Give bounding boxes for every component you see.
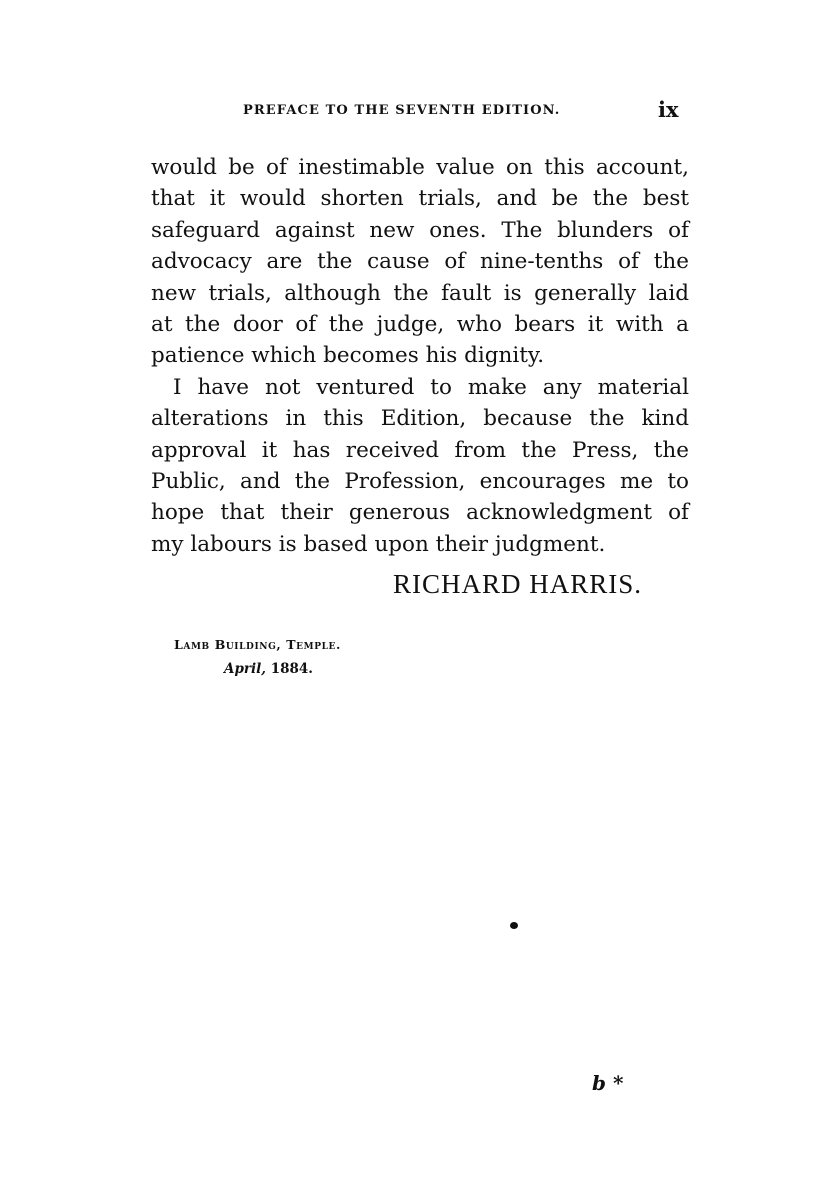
text-line: new trials, although the fault is generally laid [151, 280, 689, 306]
author-signature: RICHARD HARRIS. [393, 569, 643, 599]
date-year: 1884. [270, 661, 313, 677]
printer-signature-mark [592, 1071, 623, 1095]
ink-spot [510, 922, 518, 929]
date-month: April, [224, 661, 266, 677]
text-line: alterations in this Edition, because the kind [151, 406, 689, 432]
text-line: approval it has received from the Press, the [151, 437, 689, 463]
text-line: advocacy are the cause of nine-tenths of the [151, 249, 689, 275]
text-line: would be of inestimable value on this account, [151, 155, 689, 180]
text-line: that it would shorten trials, and be the best [151, 186, 689, 212]
author-address: Lamb Building, Temple. [174, 637, 341, 652]
text-line: safeguard against new ones. The blunders of [151, 217, 689, 243]
text-line: my labours is based upon their judgment. [151, 531, 606, 557]
preface-date [224, 661, 313, 677]
page-number: ix [658, 97, 679, 122]
running-head: PREFACE TO THE SEVENTH EDITION. [243, 103, 561, 118]
text-line: at the door of the judge, who bears it with a [151, 312, 689, 338]
text-line: hope that their generous acknowledgment of [151, 500, 689, 526]
signature-letter: b [592, 1071, 606, 1095]
text-line: patience which becomes his dignity. [151, 343, 545, 369]
preface-body [151, 152, 689, 560]
text-line: I have not ventured to make any material [173, 374, 689, 400]
signature-star: * [612, 1071, 624, 1095]
text-line: Public, and the Profession, encourages me to [151, 469, 689, 495]
